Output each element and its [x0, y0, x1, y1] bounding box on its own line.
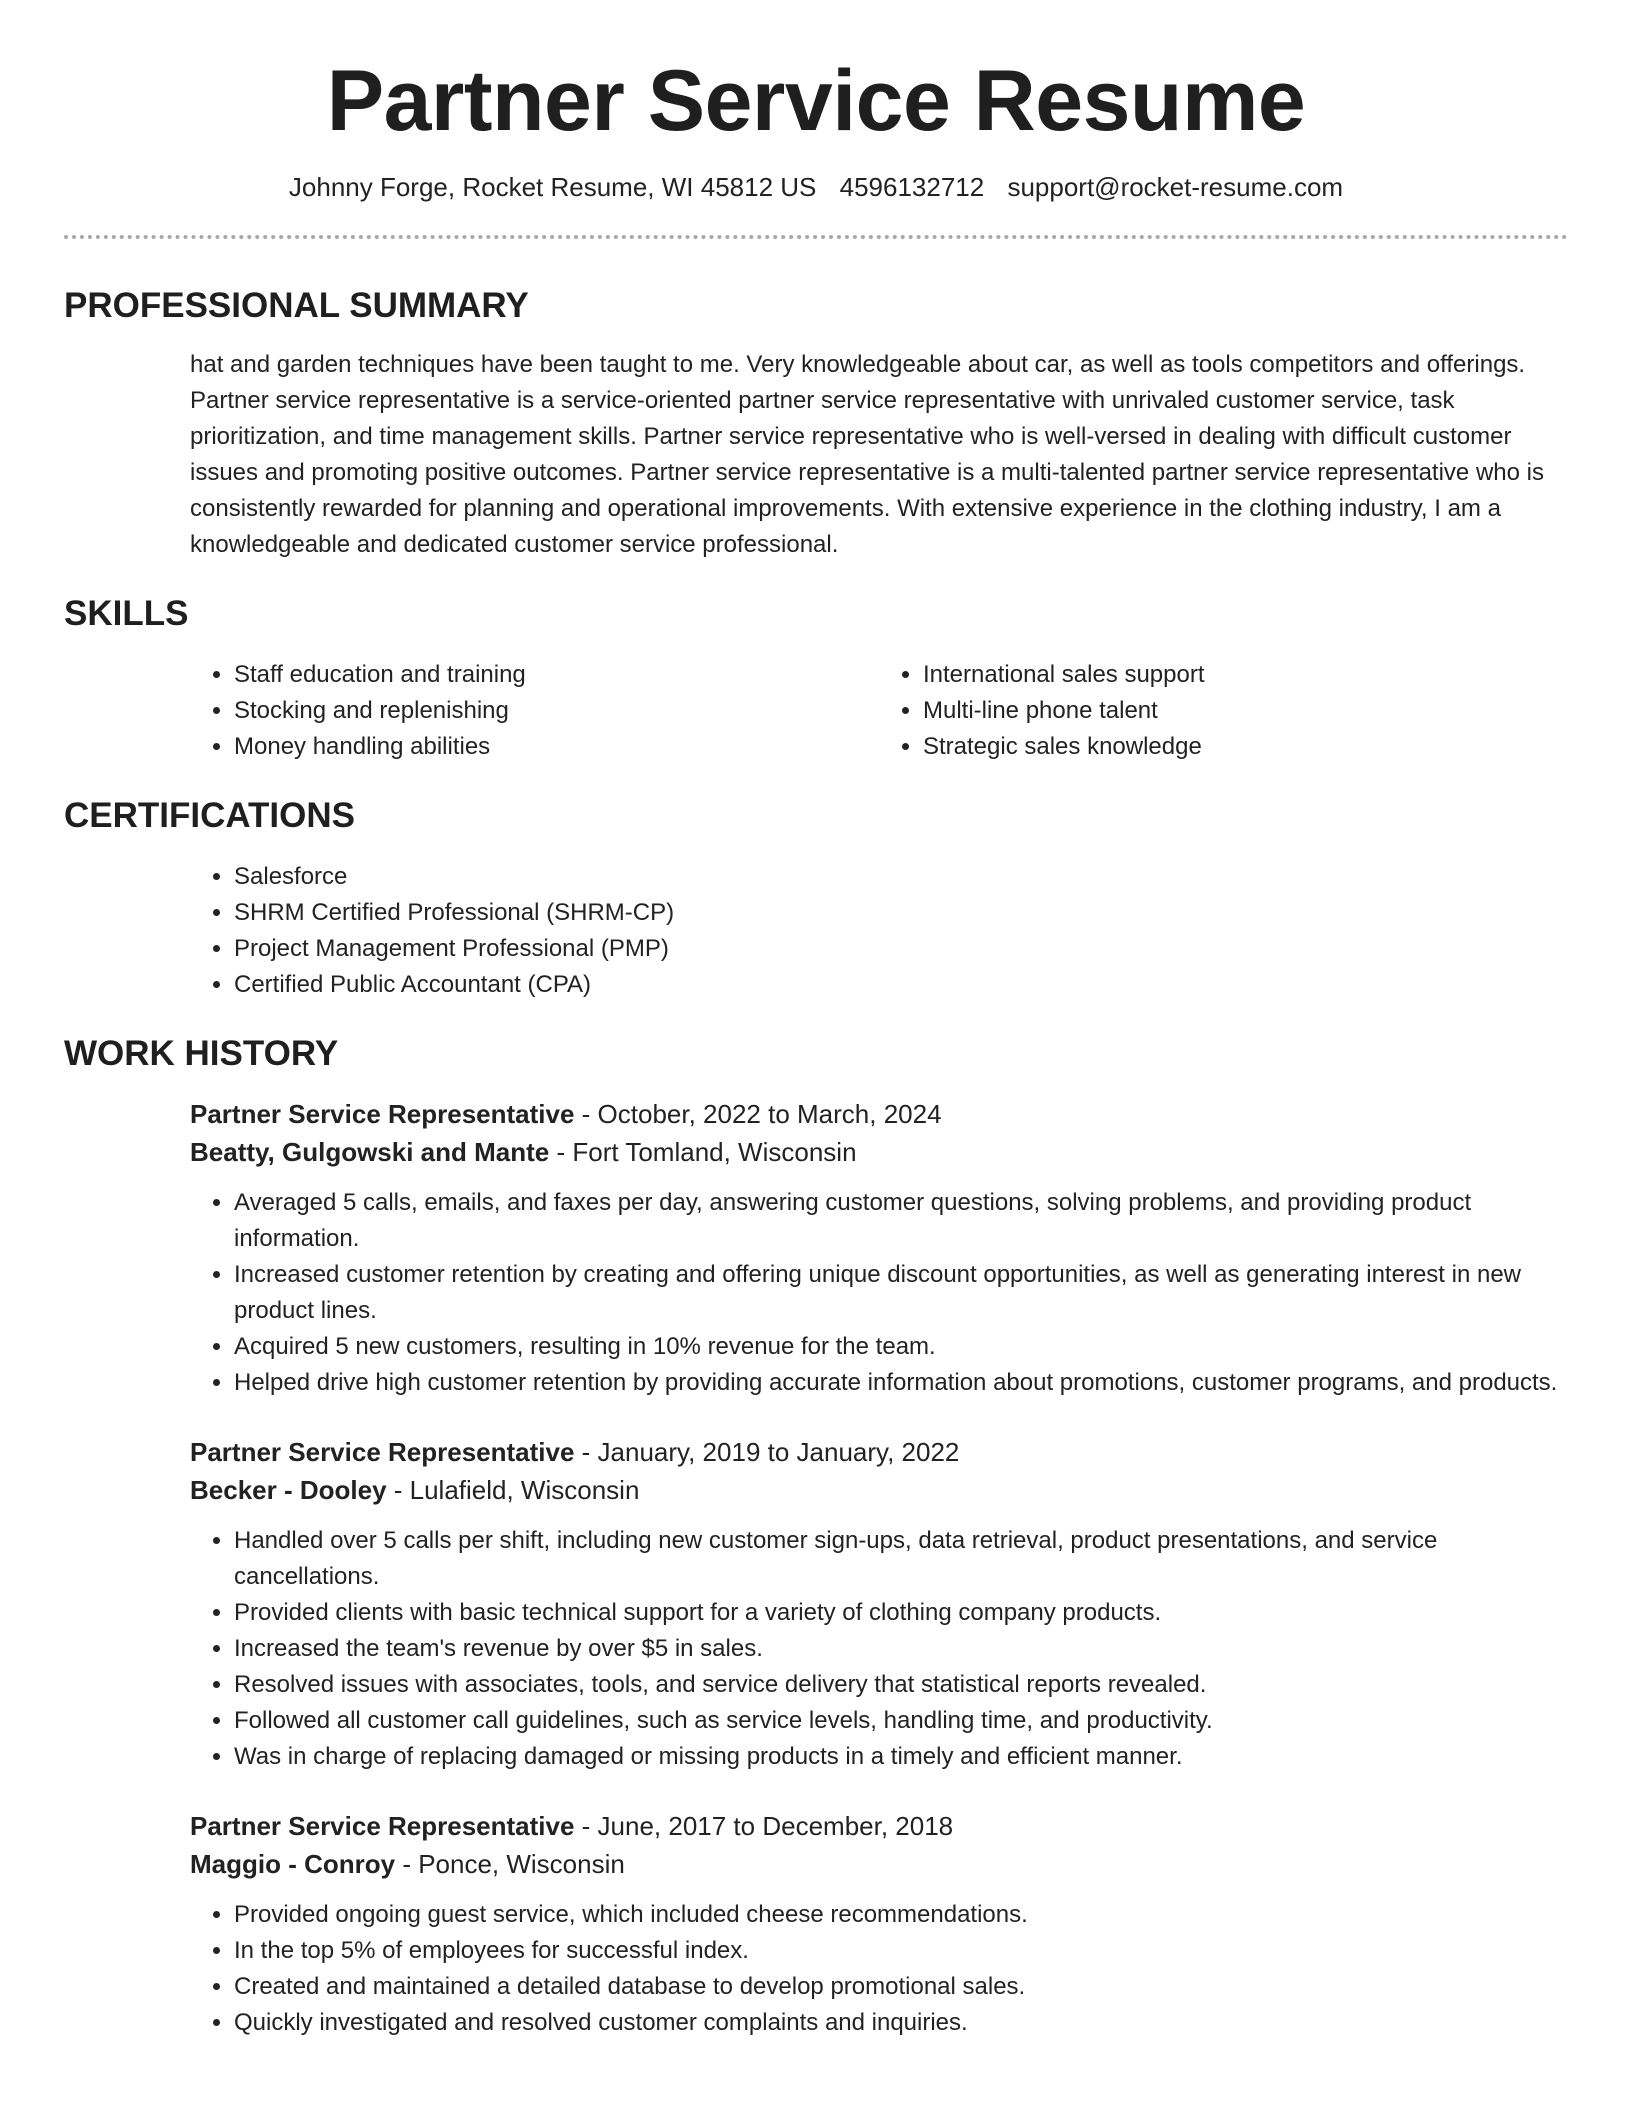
- job-title: Partner Service Representative: [190, 1436, 575, 1467]
- page-title: Partner Service Resume: [326, 53, 1306, 149]
- certifications-heading: CERTIFICATIONS: [64, 795, 356, 835]
- skills-heading: SKILLS: [64, 593, 189, 633]
- job-bullet: • Helped drive high customer retention by providing accurate information about promotions, customer programs, and products.: [234, 1365, 1568, 1401]
- job-company: Becker - Dooley: [190, 1474, 387, 1505]
- job-bullet: • Increased the team's revenue by over $5 in sales.: [234, 1631, 1568, 1667]
- job-bullet: • Handled over 5 calls per shift, including new customer sign-ups, data retrieval, product presentations, and service cancellations.: [234, 1523, 1568, 1595]
- skill-item: • Stocking and replenishing: [234, 693, 879, 729]
- job-company: Beatty, Gulgowski and Mante: [190, 1136, 550, 1167]
- certification-item: • Project Management Professional (PMP): [234, 931, 1568, 967]
- job-bullet: • Created and maintained a detailed database to develop promotional sales.: [234, 1969, 1568, 2005]
- job-entry: [190, 1433, 1568, 1775]
- skill-item: • Staff education and training: [234, 657, 879, 693]
- job-bullets: [190, 1897, 1568, 2041]
- job-bullet: • Resolved issues with associates, tools, and service delivery that statistical reports revealed.: [234, 1667, 1568, 1703]
- job-location: - Fort Tomland, Wisconsin: [549, 1136, 857, 1167]
- job-company-line: [190, 1471, 1568, 1509]
- job-bullet: • Provided ongoing guest service, which included cheese recommendations.: [234, 1897, 1568, 1933]
- skills-column-right: [879, 657, 1568, 765]
- job-company-line: [190, 1845, 1568, 1883]
- certification-item: • Certified Public Accountant (CPA): [234, 967, 1568, 1003]
- contact-email: support@rocket-resume.com: [1007, 171, 1344, 202]
- job-bullets: [190, 1523, 1568, 1775]
- skills-list: [190, 657, 1568, 765]
- work-history-heading: WORK HISTORY: [64, 1033, 339, 1073]
- job-dates: - January, 2019 to January, 2022: [574, 1436, 960, 1467]
- certifications-section: [190, 859, 1568, 1003]
- job-bullet: • Averaged 5 calls, emails, and faxes per day, answering customer questions, solving problems, and providing product information.: [234, 1185, 1568, 1257]
- contact-address: Johnny Forge, Rocket Resume, WI 45812 US: [288, 171, 817, 202]
- job-title-line: [190, 1095, 1568, 1133]
- job-bullet: • Increased customer retention by creating and offering unique discount opportunities, as well as generating interest in new product lines.: [234, 1257, 1568, 1329]
- job-entry: [190, 1807, 1568, 2041]
- job-company-line: [190, 1133, 1568, 1171]
- skill-item: • Multi-line phone talent: [923, 693, 1568, 729]
- contact-phone: 4596132712: [839, 171, 985, 202]
- job-title: Partner Service Representative: [190, 1810, 575, 1841]
- summary-heading: PROFESSIONAL SUMMARY: [64, 285, 529, 325]
- contact-line: [64, 171, 1568, 205]
- job-title-line: [190, 1807, 1568, 1845]
- skill-item: • International sales support: [923, 657, 1568, 693]
- skill-item: • Money handling abilities: [234, 729, 879, 765]
- job-bullet: • Acquired 5 new customers, resulting in 10% revenue for the team.: [234, 1329, 1568, 1365]
- job-entry: [190, 1095, 1568, 1401]
- job-bullet: • Quickly investigated and resolved customer complaints and inquiries.: [234, 2005, 1568, 2041]
- job-bullet: • Was in charge of replacing damaged or missing products in a timely and efficient manner.: [234, 1739, 1568, 1775]
- job-company: Maggio - Conroy: [190, 1848, 396, 1879]
- job-dates: - October, 2022 to March, 2024: [574, 1098, 942, 1129]
- job-dates: - June, 2017 to December, 2018: [574, 1810, 954, 1841]
- certification-item: • Salesforce: [234, 859, 1568, 895]
- job-bullets: [190, 1185, 1568, 1401]
- summary-section: [190, 347, 1568, 563]
- job-bullet: • Followed all customer call guidelines, such as service levels, handling time, and productivity.: [234, 1703, 1568, 1739]
- job-location: - Ponce, Wisconsin: [395, 1848, 625, 1879]
- job-bullet: • Provided clients with basic technical support for a variety of clothing company products.: [234, 1595, 1568, 1631]
- job-bullet: • In the top 5% of employees for successful index.: [234, 1933, 1568, 1969]
- job-title: Partner Service Representative: [190, 1098, 575, 1129]
- job-title-line: [190, 1433, 1568, 1471]
- skill-item: • Strategic sales knowledge: [923, 729, 1568, 765]
- summary-text: hat and garden techniques have been taught to me. Very knowledgeable about car, as well as tools competitors and offerings. Partner service representative is a service-oriented partner service representative with unrivaled customer service, task prioritization, and time management skills. Partner service representative who is well-versed in dealing with difficult customer issues and promoting positive outcomes. Partner service representative is a multi-talented partner service representative who is consistently rewarded for planning and operational improvements. With extensive experience in the clothing industry, I am a knowledgeable and dedicated customer service professional.: [190, 350, 1544, 558]
- job-location: - Lulafield, Wisconsin: [386, 1474, 640, 1505]
- dotted-divider: [64, 235, 1568, 239]
- certification-item: • SHRM Certified Professional (SHRM-CP): [234, 895, 1568, 931]
- skills-column-left: [190, 657, 879, 765]
- certifications-list: [190, 859, 1568, 1003]
